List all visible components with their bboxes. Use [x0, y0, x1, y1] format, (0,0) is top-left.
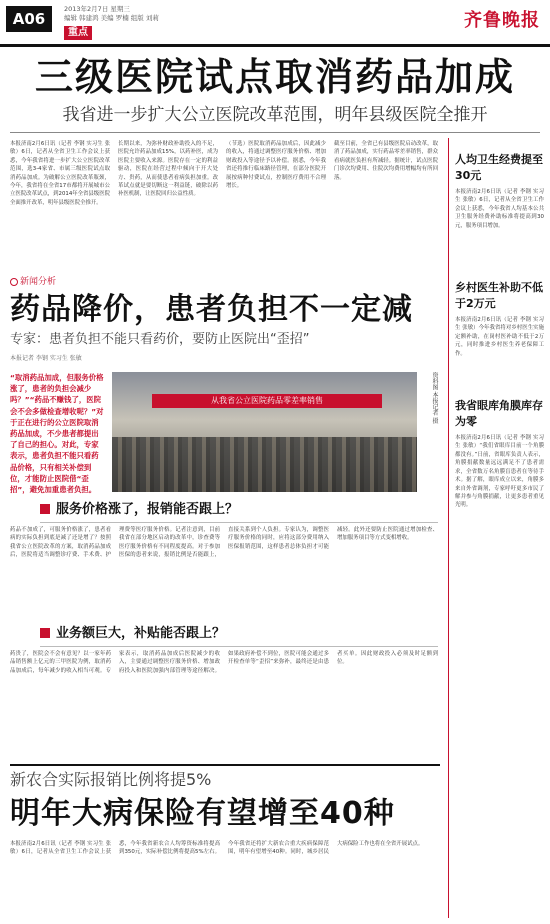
photo-crowd — [112, 437, 417, 492]
insurance-kicker: 新农合实际报销比例将提5% — [10, 770, 212, 789]
analysis-byline: 本报记者 李钢 实习生 张敏 — [10, 355, 82, 362]
sidebar-heading-2: 乡村医生补助不低于2万元 — [455, 281, 543, 311]
section-tag: 重点 — [64, 26, 92, 40]
sidebar — [448, 138, 544, 918]
page-number: A06 — [6, 6, 52, 32]
lead-column-2: 长期以来，为弥补财政补助投入的不足，医院允许药品加成15%，以药补医，成为医院主要收入来源。医院存在一定的利益驱动，医院在经营过程中倾向于开大处方、贵药，从而使患者看病负担加重。改革试点就是要切断这一利益链，破除以药补医机制，让医院回归公益性质。 — [118, 141, 218, 198]
lead-rule — [10, 132, 540, 133]
square-bullet-icon — [40, 628, 50, 638]
masthead — [0, 0, 550, 44]
newspaper-logo: 齐鲁晚报 — [464, 10, 540, 31]
lead-column-4: 截至目前，全省已有县级医院启动改革，取消了药品加成，实行药品零差率销售，群众看病就医负担有所减轻。据统计，试点医院门诊次均费用、住院次均费用增幅均有所回落。 — [334, 141, 438, 181]
lead-headline: 三级医院试点取消药品加成 — [34, 55, 515, 99]
story-divider — [10, 764, 440, 766]
lead-subhead: 我省进一步扩大公立医院改革范围，明年县级医院全推开 — [62, 105, 488, 125]
sidebar-text-2: 本报济南2月6日讯（记者 李钢 实习生 张敏）今年我省将对乡村医生实施定额补助，在岗村医补助不低于2万元，同时推进乡村医生养老保障工作。 — [455, 317, 544, 357]
subsection-heading-1: 服务价格涨了，报销能否跟上？ — [40, 500, 438, 520]
analysis-subhead: 专家：患者负担不能只看药价，要防止医院出“歪招” — [10, 332, 310, 347]
bullet-icon — [10, 278, 18, 286]
subsection-body-2: 药贵了，医院会不会有意见？以一家年药品销售额上亿元的三甲医院为例，取消药品加成后，每年减少的收入相当可观。专家表示，取消药品加成后医院减少的收入，主要通过调整医疗服务价格、增加政府投入和医院加强内部管理等途径解决。如果政府补偿不到位，医院可能会通过多开检查单等“歪招”来弥补，最终还是由患者买单。因此财政投入必须及时足额到位。 — [10, 651, 438, 674]
lead-column-1: 本报济南2月6日讯（记者 李钢 实习生 张敏）6日，记者从全省卫生工作会议上获悉，今年我省将进一步扩大公立医院改革范围，选3-4家省、市属三级医院试点取消药品加成。为破解公立医院改革瓶颈，今年，我省将在全省17市都将开展城市公立医院改革试点，到2014年全省县级医院全面推开改革，明年县级医院全推开。 — [10, 141, 110, 206]
date-block — [64, 5, 159, 23]
date-line: 2013年2月7日 星期三 — [64, 5, 130, 13]
insurance-body: 本报济南2月6日讯（记者 李钢 实习生 张敏）6日，记者从全省卫生工作会议上获悉，今年我省新农合人均筹资标准将提高到350元，实际补偿比例将提高5%左右。今年我省还将扩大新农合重大疾病保障范围，明年有望增至40种。同时，城乡居民大病保险工作也将在全省开展试点。 — [10, 841, 424, 856]
news-analysis-tag: 新闻分析 — [10, 274, 56, 287]
insurance-headline: 明年大病保险有望增至40种 — [10, 796, 395, 831]
sidebar-text-3: 本报济南2月6日讯（记者 李钢 实习生 张敏）“我们省眼库目前一个角膜都没有。”日前，省眼库负责人表示，角膜捐献数量远远满足不了患者需求，全省数万名角膜盲患者在等待手术。据了解，眼库成立以来，角膜多来自外省调剂，专家呼吁更多市民了解并参与角膜捐献，让更多患者重见光明。 — [455, 435, 544, 509]
lead-column-3: （节选）医院取消药品加成后，因此减少的收入，将通过调整医疗服务价格、增加财政投入等途径予以补偿。据悉，今年我省还将推行临床路径管理，在部分医院开展按病种付费试点，控制医疗费用不合理增长。 — [226, 141, 326, 190]
photo-banner: 从我省公立医院药品零差率销售 — [152, 394, 382, 408]
photo-caption: 资料图 本报记者 摄 — [431, 372, 438, 424]
pull-quote: “取消药品加成，但服务价格涨了，患者的负担会减少吗？”“药品不赚钱了，医院会不会多做检查增收呢？”对于正在进行的公立医院取消药品加成，不少患者都提出了自己的担心。对此，专家表示，患者负担不能只看药品价格，只有相关补偿到位，才能防止医院借“歪招”，避免加重患者负担。 — [10, 373, 104, 495]
sidebar-heading-1: 人均卫生经费提至30元 — [455, 153, 543, 182]
sidebar-text-1: 本报济南2月6日讯（记者 李钢 实习生 张敏）6日，记者从全省卫生工作会议上获悉，今年我省人均基本公共卫生服务经费补助标准将提高到30元，服务项目增加。 — [455, 189, 544, 229]
square-bullet-icon — [40, 504, 50, 514]
sidebar-heading-3: 我省眼库角膜库存为零 — [455, 399, 543, 429]
editor-line: 编辑 韩建鸿 美编 罗楠 组版 刘莉 — [64, 14, 159, 22]
analysis-headline: 药品降价，患者负担不一定减 — [10, 292, 413, 327]
subsection-body-1: 药品不加成了，可服务价格涨了，患者看病的实际负担到底是减了还是增了？按照我省公立医院改革的方案，取消药品加成后，医院将适当调整诊疗费、手术费、护理费等医疗服务价格。记者注意到，目前我省在部分地区启动的改革中，诊查费等医疗服务价格有不同程度提高。对于参加医保的患者来说，报销比例是否能跟上，直接关系到个人负担。专家认为，调整医疗服务价格的同时，应将这部分费用纳入医保报销范围，这样患者总体负担才可能减轻。此外还要防止医院通过增加检查、增加服务项目等方式变相增收。 — [10, 527, 438, 559]
subsection-heading-2: 业务额巨大，补贴能否跟上？ — [40, 624, 438, 644]
top-rule — [0, 44, 550, 47]
news-photo — [112, 372, 417, 492]
